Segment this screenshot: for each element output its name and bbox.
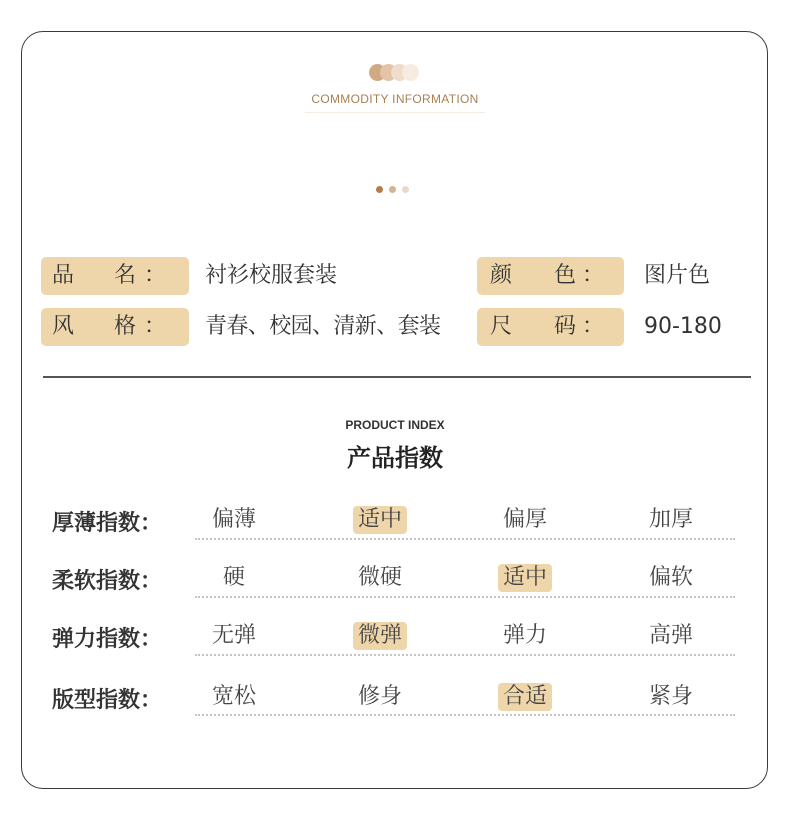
softness-option-1: 硬 xyxy=(222,565,245,590)
size-label-char-1: 尺 xyxy=(490,314,513,339)
softness-option-3: 适中 xyxy=(465,564,585,592)
thickness-option-1: 偏薄 xyxy=(211,507,256,532)
style-label-char-1: 风 xyxy=(52,314,75,339)
circle-4 xyxy=(402,64,419,81)
name-label-tag xyxy=(41,257,189,295)
info-card xyxy=(21,31,768,789)
commodity-info-heading: COMMODITY INFORMATION xyxy=(311,92,479,106)
softness-index-label: 柔软指数： xyxy=(52,569,163,594)
fit-dotted-line xyxy=(195,714,735,716)
decorative-circles xyxy=(369,64,421,82)
product-index-title-en: PRODUCT INDEX xyxy=(345,418,445,432)
fit-index-label: 版型指数： xyxy=(52,688,163,713)
color-label-char-2: 色 xyxy=(554,263,577,288)
heading-underline xyxy=(305,112,485,113)
elasticity-option-3: 弹力 xyxy=(502,623,547,648)
name-label-colon: ： xyxy=(144,263,167,288)
fit-option-2: 修身 xyxy=(357,684,402,709)
style-label-tag xyxy=(41,308,189,346)
dot-2 xyxy=(389,186,396,193)
name-label-char-2: 名 xyxy=(114,263,137,288)
size-label-tag xyxy=(477,308,624,346)
thickness-option-3: 偏厚 xyxy=(502,507,547,532)
size-label-colon: ： xyxy=(582,314,605,339)
thickness-option-4: 加厚 xyxy=(648,507,693,532)
elasticity-option-1: 无弹 xyxy=(211,623,256,648)
color-value: 图片色 xyxy=(644,263,711,288)
elasticity-option-2: 微弹 xyxy=(320,622,440,650)
size-value: 90-180 xyxy=(644,314,722,339)
name-value: 衬衫校服套装 xyxy=(205,263,338,288)
thickness-index-label: 厚薄指数： xyxy=(52,511,163,536)
fit-option-1: 宽松 xyxy=(211,684,256,709)
elasticity-index-label: 弹力指数： xyxy=(52,627,163,652)
fit-option-4: 紧身 xyxy=(648,684,693,709)
style-label-colon: ： xyxy=(144,314,167,339)
style-label-char-2: 格 xyxy=(114,314,137,339)
thickness-option-2: 适中 xyxy=(320,506,440,534)
name-label-char-1: 品 xyxy=(52,263,75,288)
softness-option-2: 微硬 xyxy=(357,565,402,590)
thickness-dotted-line xyxy=(195,538,735,540)
decorative-dots xyxy=(376,186,416,194)
color-label-char-1: 颜 xyxy=(490,263,513,288)
elasticity-dotted-line xyxy=(195,654,735,656)
elasticity-option-4: 高弹 xyxy=(648,623,693,648)
softness-dotted-line xyxy=(195,596,735,598)
softness-option-4: 偏软 xyxy=(648,565,693,590)
style-value: 青春、校园、清新、套装 xyxy=(205,314,441,339)
size-label-char-2: 码 xyxy=(554,314,577,339)
dot-1 xyxy=(376,186,383,193)
fit-option-3: 合适 xyxy=(465,683,585,711)
product-index-title-cn: 产品指数 xyxy=(347,444,443,472)
dot-3 xyxy=(402,186,409,193)
color-label-colon: ： xyxy=(582,263,605,288)
color-label-tag xyxy=(477,257,624,295)
section-divider xyxy=(43,376,751,378)
